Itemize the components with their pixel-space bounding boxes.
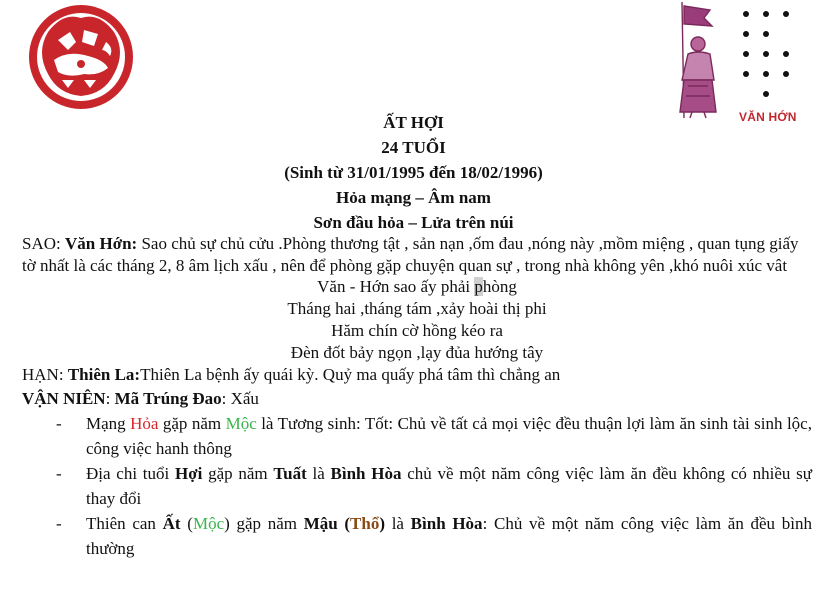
element-hoa: Hỏa bbox=[130, 414, 159, 433]
poem-line-4: Đèn đốt bảy ngọn ,lạy đủa hướng tây bbox=[290, 343, 544, 362]
poem-line-1 bbox=[22, 276, 812, 298]
element-tho: Thổ bbox=[350, 514, 380, 533]
analysis-list bbox=[22, 411, 812, 561]
text: gặp năm bbox=[158, 414, 226, 433]
branch-tuat: Tuất bbox=[273, 464, 307, 483]
relation-binh-hoa: Bình Hòa bbox=[330, 464, 402, 483]
poem-line-1-a: Văn - Hớn sao ấy phải bbox=[317, 277, 475, 296]
text: Mạng bbox=[86, 414, 131, 433]
van-nien-name: Mã Trúng Đao bbox=[114, 388, 222, 408]
poem bbox=[22, 276, 812, 364]
van-hon-star-deity-icon bbox=[668, 0, 726, 120]
sao-text: Sao chủ sự chủ cửu .Phòng thương tật , sản nạn ,ốm đau ,nóng này ,mồm miệng , quan tụng giấy tờ nhất là các tháng 2, 8 âm lịch xấu , nên để phòng gặp chuyện quan sự , trong nhà không yên ,khó nuôi xúc vât bbox=[22, 234, 799, 275]
van-nien-colon: : bbox=[105, 388, 115, 408]
text: ) bbox=[224, 514, 230, 533]
text: là bbox=[306, 464, 331, 483]
text: là bbox=[385, 514, 411, 533]
sao-paragraph bbox=[22, 233, 812, 276]
text: gặp năm bbox=[202, 464, 274, 483]
logo-caption: VĂN HỚN bbox=[739, 110, 797, 124]
element-description: Sơn đầu hỏa – Lửa trên núi bbox=[313, 213, 514, 232]
age-years: 24 TUỔI bbox=[381, 138, 446, 157]
star-dots-pattern-icon bbox=[740, 8, 790, 106]
text: ( bbox=[180, 514, 193, 533]
van-nien-text: : Xấu bbox=[221, 388, 259, 408]
text: Địa chi tuổi bbox=[86, 464, 175, 483]
birth-range: (Sinh từ 31/01/1995 đến 18/02/1996) bbox=[284, 163, 543, 182]
age-name: ẤT HỢI bbox=[383, 113, 444, 132]
header-block bbox=[0, 110, 827, 235]
document-body bbox=[22, 233, 812, 561]
text: : Chủ về một năm công việc làm ăn đều bình thường bbox=[86, 514, 812, 558]
han-name: Thiên La: bbox=[67, 365, 141, 384]
van-nien-label: VẬN NIÊN bbox=[22, 388, 106, 408]
element-moc: Mộc bbox=[225, 414, 257, 433]
branch-hoi: Hợi bbox=[174, 464, 203, 483]
list-item bbox=[22, 461, 812, 511]
element-moc: Mộc bbox=[192, 514, 225, 533]
zodiac-pig-seal-icon bbox=[18, 2, 144, 112]
sao-label: SAO: bbox=[22, 234, 61, 253]
list-item bbox=[22, 411, 812, 461]
text: ( bbox=[337, 514, 351, 533]
text: gặp năm bbox=[229, 514, 304, 533]
han-text: Thiên La bệnh ấy quái kỳ. Quỷ ma quấy phá tâm thì chẳng an bbox=[140, 365, 561, 384]
text: ) bbox=[379, 514, 386, 533]
stem-mau: Mậu bbox=[303, 514, 338, 533]
poem-line-1-b: hòng bbox=[482, 277, 517, 296]
text: là Tương sinh: Tốt: Chủ về tất cả mọi việc đều thuận lợi làm ăn sinh tài sinh lộc, công việc hanh thông bbox=[86, 414, 812, 458]
text: chủ về một năm công việc làm ăn đều không có nhiều sự thay đổi bbox=[86, 464, 812, 508]
han-paragraph bbox=[22, 364, 812, 386]
list-item bbox=[22, 511, 812, 561]
van-nien-paragraph bbox=[22, 388, 812, 410]
list-dash: - bbox=[56, 464, 62, 483]
poem-line-2: Tháng hai ,tháng tám ,xảy hoài thị phi bbox=[287, 299, 547, 318]
poem-line-1-cursor: p bbox=[474, 277, 483, 296]
sao-name: Văn Hớn: bbox=[64, 234, 138, 253]
han-label: HẠN: bbox=[22, 365, 64, 384]
poem-line-3: Hăm chín cờ hồng kéo ra bbox=[331, 321, 503, 340]
text: Thiên can bbox=[86, 514, 163, 533]
destiny-element: Hỏa mạng – Âm nam bbox=[336, 188, 491, 207]
list-dash: - bbox=[56, 514, 62, 533]
list-dash: - bbox=[56, 414, 62, 433]
relation-binh-hoa: Bình Hòa bbox=[410, 514, 483, 533]
stem-at: Ất bbox=[162, 514, 181, 533]
